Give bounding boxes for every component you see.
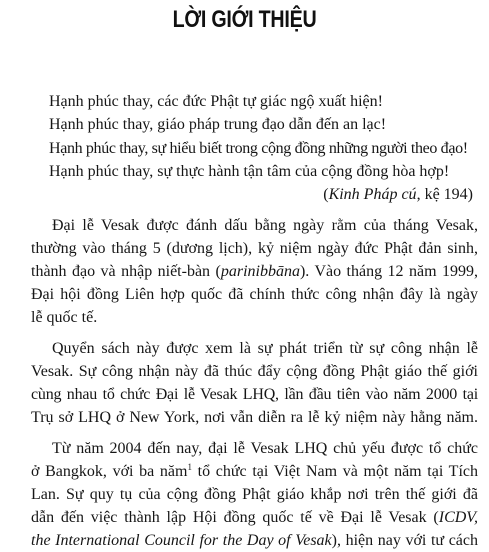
paragraph-1-line: Đại hội đồng Liên hợp quốc đã chính thức công nhận đây là ngày (31, 286, 478, 303)
paragraph-3-text: dẫn đến việc thành lập Hội đồng quốc tế về Đại lễ Vesak ( (31, 509, 439, 526)
epigraph-line: Hạnh phúc thay, các đức Phật tự giác ngộ xuất hiện! (49, 93, 383, 110)
citation-open: ( (323, 186, 329, 203)
paragraph-1-term: parinibbāna (220, 263, 300, 280)
paragraph-1-line: Đại lễ Vesak được đánh dấu bằng ngày rằm của tháng Vesak, (52, 217, 478, 234)
paragraph-2-line: Quyển sách này được xem là sự phát triển từ sự công nhận lễ (52, 340, 478, 357)
footnote-marker: 1 (187, 462, 192, 472)
epigraph-line: Hạnh phúc thay, sự hiểu biết trong cộng đồng những người theo đạo! (49, 140, 468, 157)
citation-title: Kinh Pháp cú (328, 186, 417, 203)
paragraph-3-line: Lan. Sự quy tụ của cộng đồng Phật giáo khắp nơi trên thế giới đã (31, 486, 478, 503)
paragraph-3-term: ICDV, (438, 509, 478, 526)
paragraph-3-term: the International Council for the Day of Vesak (31, 532, 332, 549)
paragraph-2-line: cùng nhau tổ chức Đại lễ Vesak LHQ, lần đầu tiên vào năm 2000 tại (31, 386, 478, 403)
paragraph-2-line: Trụ sở LHQ ở New York, nơi vẫn diễn ra lễ kỷ niệm này hằng năm. (31, 409, 478, 426)
paragraph-1-line: thường vào tháng 5 (dương lịch), kỷ niệm ngày đức Phật đản sinh, (31, 240, 478, 257)
paragraph-3-text: ), hiện nay với tư cách (331, 532, 478, 549)
paragraph-3-line (31, 507, 478, 529)
epigraph-line: Hạnh phúc thay, giáo pháp trung đạo dẫn đến an lạc! (49, 116, 387, 133)
paragraph-3-text: ở Bangkok, với ba năm (31, 463, 188, 480)
paragraph-1-text: ). Vào tháng 12 năm 1999, (299, 263, 478, 280)
paragraph-2-line: Vesak. Sự công nhận này đã thúc đẩy cộng đồng Phật giáo thế giới (31, 363, 478, 380)
paragraph-3-line (31, 530, 478, 552)
paragraph-3-line (31, 461, 478, 483)
paragraph-1-line (31, 261, 478, 283)
citation-rest: , kệ 194) (416, 186, 473, 203)
paragraph-1-line: lễ quốc tế. (31, 309, 98, 326)
page-title: LỜI GIỚI THIỆU (172, 6, 317, 33)
epigraph-line: Hạnh phúc thay, sự thực hành tận tâm của cộng đồng hòa hợp! (49, 163, 450, 180)
paragraph-3-text: tổ chức tại Việt Nam và một năm tại Tích (191, 463, 478, 480)
paragraph-1-text: thành đạo và nhập niết-bàn ( (31, 263, 221, 280)
paragraph-3-line: Từ năm 2004 đến nay, đại lễ Vesak LHQ chủ yếu được tổ chức (52, 440, 478, 457)
epigraph-citation (323, 184, 473, 206)
